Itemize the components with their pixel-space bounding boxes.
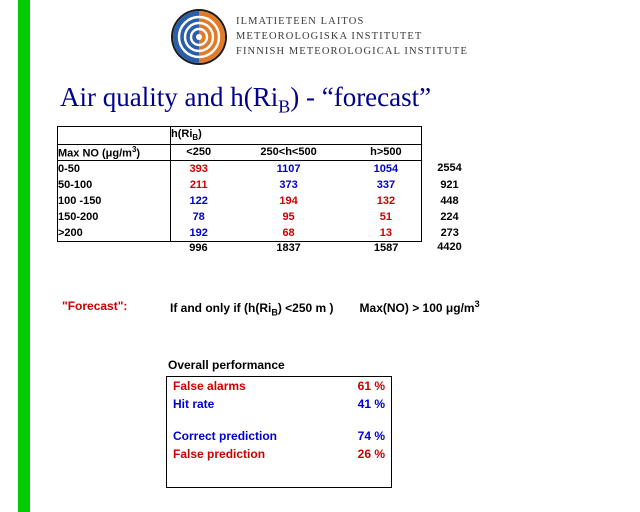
forecast-definition xyxy=(170,299,480,317)
row-label-3: 150-200 xyxy=(58,209,171,225)
row-variable-header-sup: 3 xyxy=(131,145,137,154)
cell-2-2: 132 xyxy=(351,193,422,209)
table-column-header-row xyxy=(58,145,478,161)
table-group-header-row xyxy=(58,127,478,145)
corner-cell xyxy=(58,127,171,145)
performance-title: Overall performance xyxy=(168,358,285,372)
forecast-condition-b: Max(NO) > 100 μg/m xyxy=(359,301,475,315)
performance-spacer-left xyxy=(167,413,334,427)
table-totals-row xyxy=(58,241,478,254)
row-variable-header-tail: ) xyxy=(136,147,141,160)
column-total-0: 996 xyxy=(189,241,208,254)
performance-value-3: 26 % xyxy=(357,447,385,461)
column-header-1: 250<h<500 xyxy=(226,145,350,161)
logo-line-en: FINNISH METEOROLOGICAL INSTITUTE xyxy=(236,46,468,57)
performance-table xyxy=(166,376,392,488)
performance-label-2: Correct prediction xyxy=(173,429,278,443)
fmi-logo-icon xyxy=(170,8,228,66)
row-label-4: >200 xyxy=(58,225,171,242)
logo-line-fi: ILMATIETEEN LAITOS xyxy=(236,16,365,27)
group-header-tail: ) xyxy=(198,128,202,141)
performance-row xyxy=(167,445,391,463)
fmi-logo-block xyxy=(170,8,490,68)
cell-1-0: 211 xyxy=(171,177,227,193)
row-total-3: 224 xyxy=(440,210,459,223)
title-part-1: Air quality and h(Ri xyxy=(60,82,279,112)
forecast-condition-a: If and only if (h(Ri xyxy=(170,301,272,315)
performance-value-2: 74 % xyxy=(357,429,385,443)
forecast-condition-a-sub: B xyxy=(271,307,278,318)
table-row xyxy=(58,193,478,209)
cell-0-1: 1107 xyxy=(276,162,301,175)
table-row xyxy=(58,209,478,225)
group-header-blank xyxy=(422,127,478,145)
row-total-1: 921 xyxy=(440,178,459,191)
row-total-0: 2554 xyxy=(437,162,462,175)
cell-4-2: 13 xyxy=(351,225,422,242)
cell-4-1: 68 xyxy=(226,225,350,242)
performance-row xyxy=(167,395,391,413)
row-variable-header-text: Max NO (μg/m xyxy=(58,147,132,160)
column-header-total xyxy=(422,145,478,161)
cell-4-0: 192 xyxy=(171,225,227,242)
row-total-2: 448 xyxy=(440,194,459,207)
row-label-2: 100 -150 xyxy=(58,193,171,209)
column-header-2: h>500 xyxy=(351,145,422,161)
row-label-1: 50-100 xyxy=(58,177,171,193)
column-total-2: 1587 xyxy=(373,241,399,254)
contingency-table xyxy=(57,126,478,254)
fmi-logo-text xyxy=(236,14,468,59)
performance-row xyxy=(167,427,391,445)
row-variable-header xyxy=(58,145,171,161)
performance-label-3: False prediction xyxy=(173,447,266,461)
cell-2-1: 194 xyxy=(279,194,298,207)
cell-3-0: 78 xyxy=(171,209,227,225)
green-accent-bar xyxy=(18,0,30,512)
cell-0-2: 1054 xyxy=(351,160,422,177)
performance-value-0: 61 % xyxy=(357,379,385,393)
column-header-0: <250 xyxy=(171,145,227,161)
cell-3-1: 95 xyxy=(282,210,295,223)
row-label-0: 0-50 xyxy=(58,160,171,177)
forecast-label: "Forecast": xyxy=(62,299,128,313)
title-subscript: B xyxy=(278,96,291,117)
group-header-cell xyxy=(171,127,422,145)
cell-0-0: 393 xyxy=(171,160,227,177)
table-row xyxy=(58,177,478,193)
performance-spacer-row xyxy=(167,413,391,427)
forecast-condition-b-sup: 3 xyxy=(474,299,480,309)
performance-row xyxy=(167,377,391,395)
performance-label-1: Hit rate xyxy=(173,397,215,411)
table-row xyxy=(58,160,478,177)
logo-line-sv: METEOROLOGISKA INSTITUTET xyxy=(236,31,423,42)
totals-row-label xyxy=(58,241,171,254)
forecast-condition-a-tail: ) <250 m ) xyxy=(277,301,334,315)
cell-1-2: 337 xyxy=(351,177,422,193)
table-row xyxy=(58,225,478,242)
row-total-4: 273 xyxy=(440,226,459,239)
group-header-text: h(Ri xyxy=(171,128,193,141)
title-part-2: ) - “forecast” xyxy=(290,82,432,112)
page-title xyxy=(60,82,431,117)
group-header-subscript: B xyxy=(192,133,199,143)
performance-label-0: False alarms xyxy=(173,379,246,393)
performance-value-1: 41 % xyxy=(357,397,385,411)
cell-1-1: 373 xyxy=(279,178,298,191)
performance-spacer-right xyxy=(334,413,391,427)
cell-3-2: 51 xyxy=(351,209,422,225)
column-total-1: 1837 xyxy=(276,241,301,254)
cell-2-0: 122 xyxy=(171,193,227,209)
grand-total: 4420 xyxy=(437,241,462,254)
